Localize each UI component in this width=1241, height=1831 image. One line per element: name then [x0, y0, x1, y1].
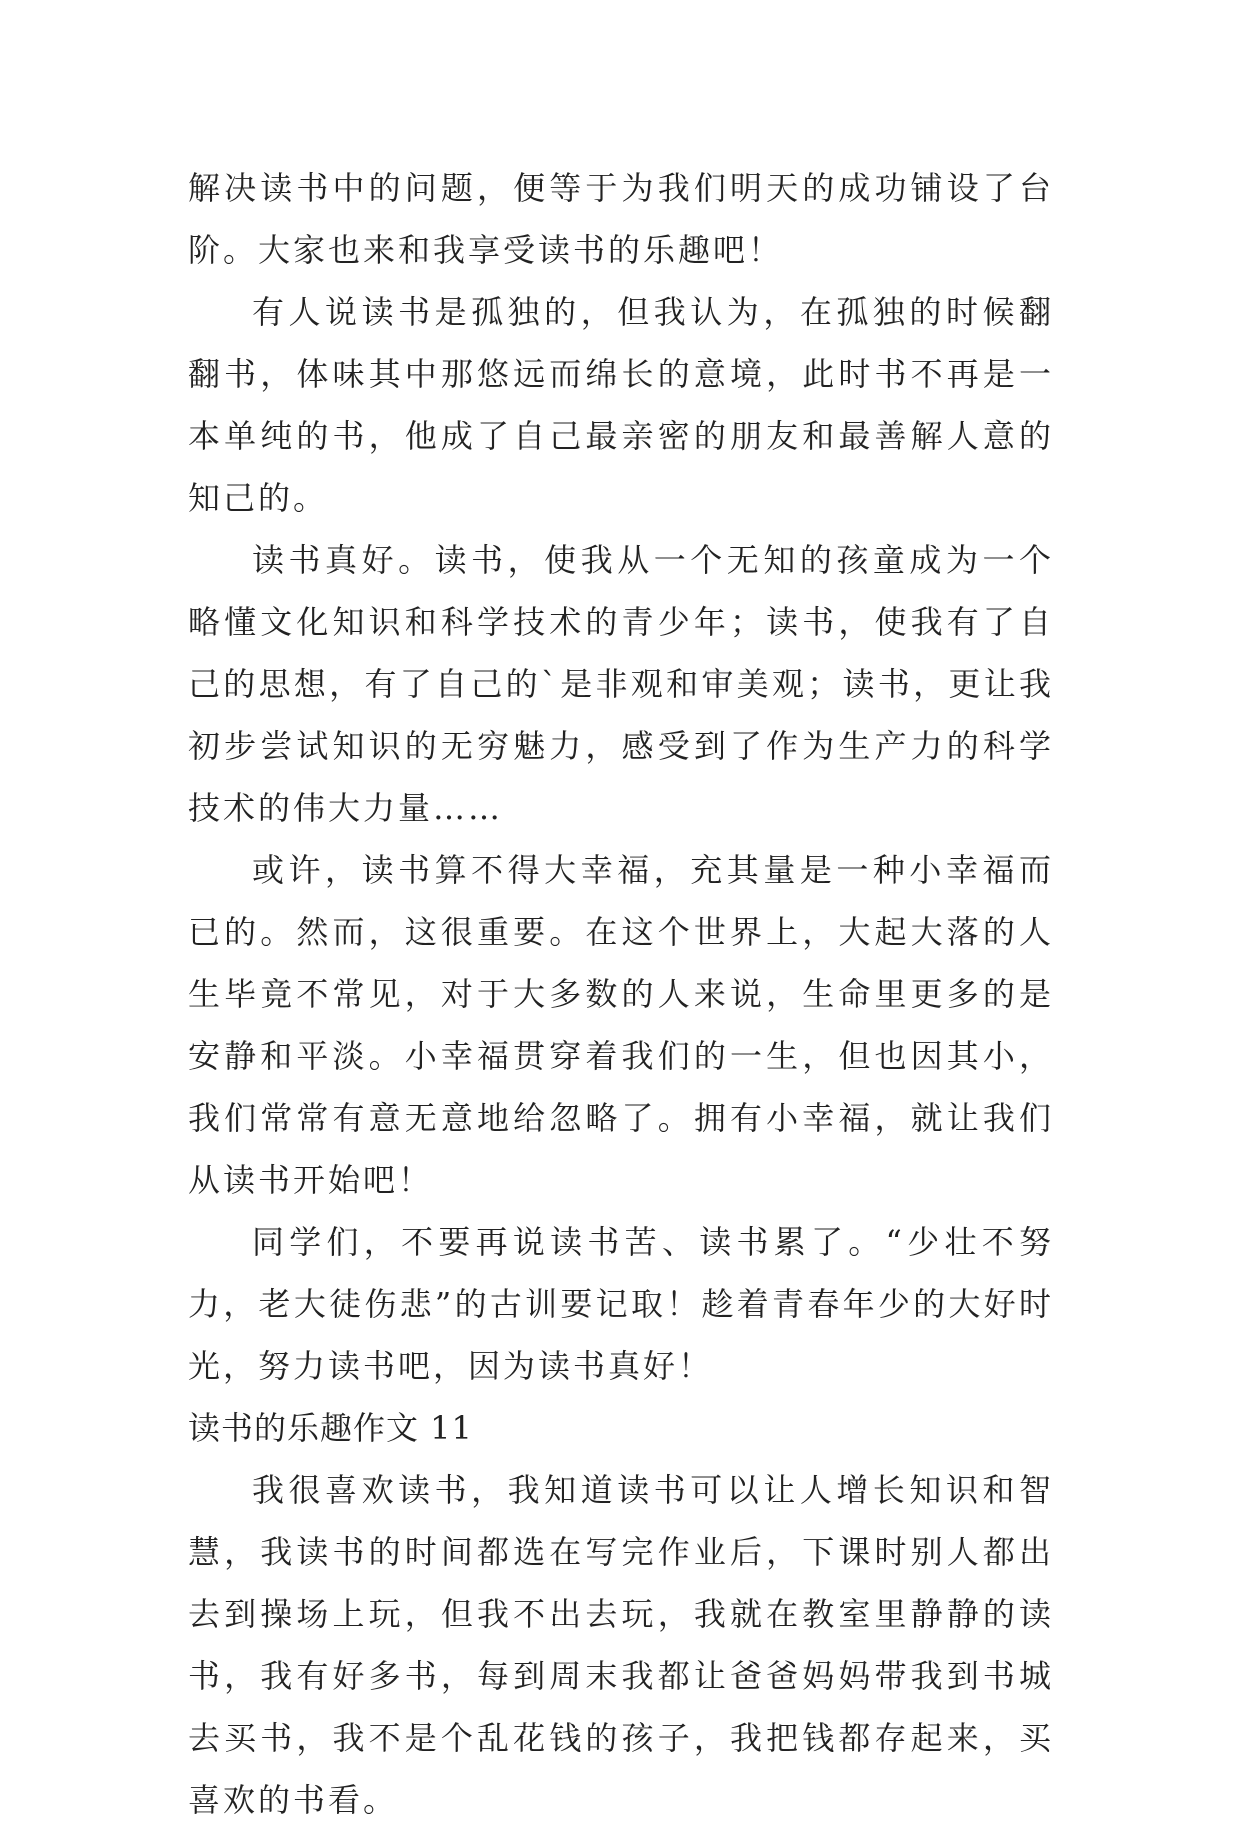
paragraph-small-happiness: 或许，读书算不得大幸福，充其量是一种小幸福而已的。然而，这很重要。在这个世界上，大起大落的人生毕竟不常见，对于大多数的人来说，生命里更多的是安静和平淡。小幸福贯穿着我们的一生，但也因其小，我们常常有意无意地给忽略了。拥有小幸福，就让我们从读书开始吧！ [188, 851, 1054, 1199]
paragraph-continuation: 解决读书中的问题，便等于为我们明天的成功铺设了台阶。大家也来和我享受读书的乐趣吧！ [188, 169, 1054, 269]
paragraph-reading-is-good: 读书真好。读书，使我从一个无知的孩童成为一个略懂文化知识和科学技术的青少年；读书，使我有了自己的思想，有了自己的`是非观和审美观；读书，更让我初步尝试知识的无穷魅力，感受到了作为生产力的科学技术的伟大力量…… [188, 541, 1054, 827]
paragraph-classmates: 同学们，不要再说读书苦、读书累了。“少壮不努力，老大徒伤悲”的古训要记取！趁着青春年少的大好时光，努力读书吧，因为读书真好！ [188, 1223, 1054, 1385]
section-title: 读书的乐趣作文 11 [188, 1409, 473, 1447]
document-body [188, 157, 1054, 1831]
paragraph-i-like-reading: 我很喜欢读书，我知道读书可以让人增长知识和智慧，我读书的时间都选在写完作业后，下课时别人都出去到操场上玩，但我不出去玩，我就在教室里静静的读书，我有好多书，每到周末我都让爸爸妈妈带我到书城去买书，我不是个乱花钱的孩子，我把钱都存起来，买喜欢的书看。 [188, 1471, 1054, 1819]
paragraph-reading-solitude: 有人说读书是孤独的，但我认为，在孤独的时候翻翻书，体味其中那悠远而绵长的意境，此时书不再是一本单纯的书，他成了自己最亲密的朋友和最善解人意的知己的。 [188, 293, 1054, 517]
